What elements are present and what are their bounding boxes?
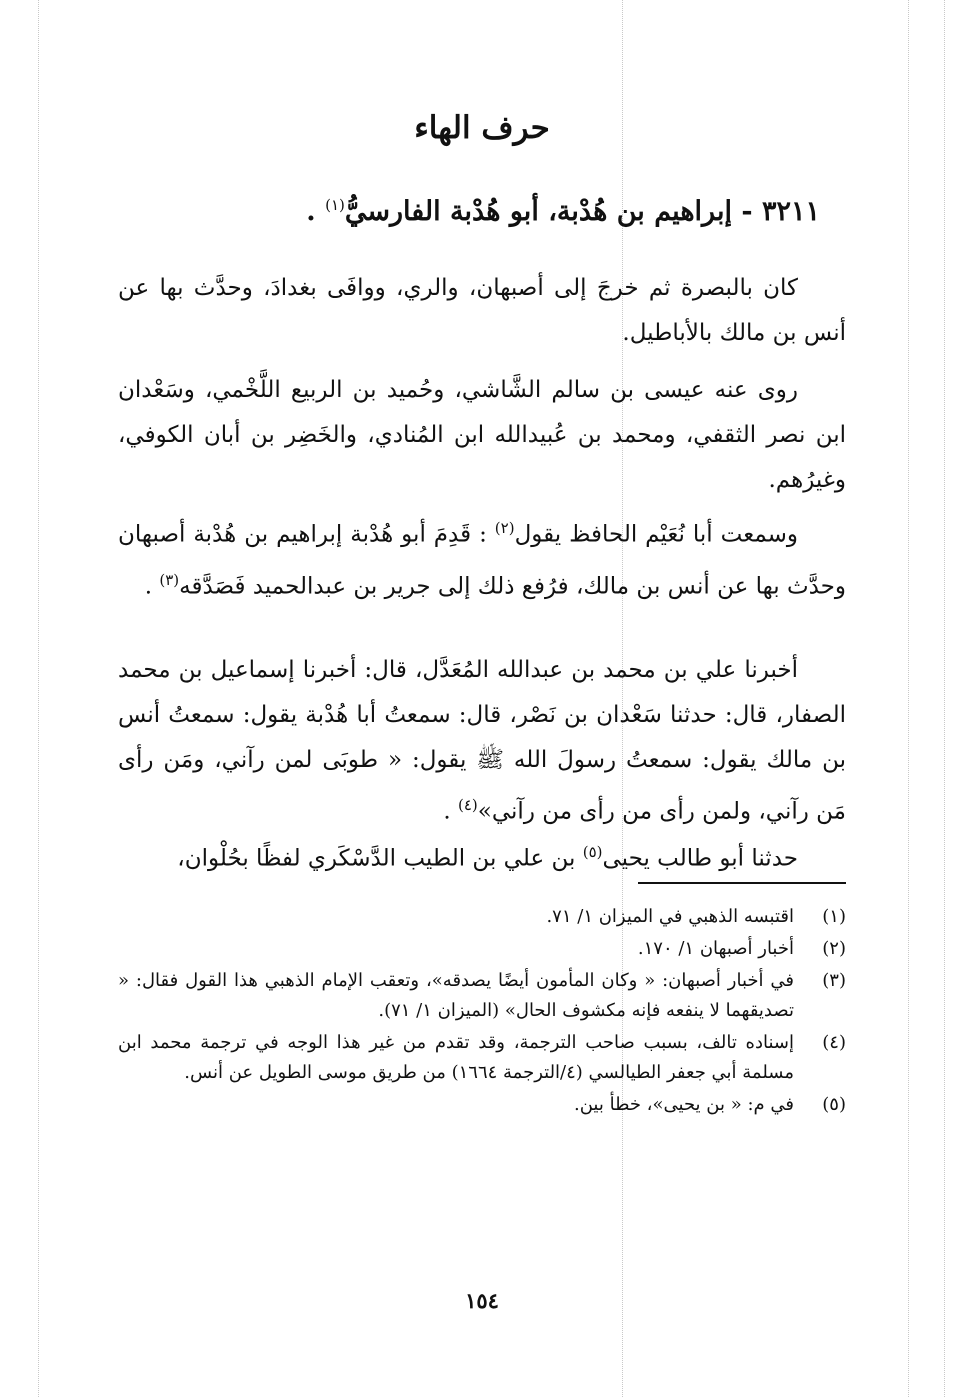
footnote-text: اقتبسه الذهبي في الميزان ١/ ٧١. — [546, 906, 794, 927]
footnote-separator — [638, 882, 846, 884]
footnote-number: (٥) — [822, 1094, 846, 1115]
paragraph-text: بن علي بن الطيب الدَّسْكَري لفظًا بحُلْوان، — [177, 845, 583, 872]
footnote-ref[interactable]: (٤) — [458, 796, 478, 814]
paragraph — [118, 506, 846, 609]
paragraph-text: حدثنا أبو طالب يحيى — [602, 845, 798, 872]
footnote-number: (١) — [822, 906, 846, 927]
paragraph — [118, 368, 846, 503]
footnote-number: (٢) — [822, 938, 846, 959]
paragraph-text: . — [144, 573, 160, 600]
scan-guide-line — [908, 0, 909, 1397]
footnote-ref[interactable]: (٥) — [582, 843, 603, 861]
footnote-text: في م: « بن يحيى»، خطأ بين. — [574, 1094, 794, 1115]
footnote-text: في أخبار أصبهان: « وكان المأمون أيضًا يصدقه»، وتعقب الإمام الذهبي هذا القول فقال: « تصديقهما لا ينفعه فإنه مكشوف الحال» (الميزان ١/ ٧١). — [118, 970, 794, 1021]
paragraph — [118, 830, 846, 882]
paragraph-text: وسمعت أبا نُعَيْم الحافظ يقول — [514, 521, 798, 548]
footnote — [118, 966, 846, 1026]
scan-guide-line — [944, 0, 945, 1397]
entry-heading — [118, 196, 820, 227]
footnote-text: أخبار أصبهان ١/ ١٧٠. — [637, 938, 794, 959]
footnote — [118, 1090, 846, 1120]
paragraph-text: . — [443, 798, 458, 825]
paragraph-text: كان بالبصرة ثم خرجَ إلى أصبهان، والري، ووافَى بغدادَ، وحدَّث بها عن أنس بن مالك بالأباطيل. — [118, 275, 846, 346]
footnote-ref[interactable]: (٢) — [494, 519, 515, 537]
entry-heading-text: ٣٢١١ - إبراهيم بن هُدْبة، أبو هُدْبة الفارسيُّ — [344, 196, 820, 227]
entry-heading-end: . — [306, 196, 326, 227]
page-number: ١٥٤ — [465, 1288, 499, 1313]
footnotes — [118, 902, 846, 1122]
paragraph-text: أخبرنا علي بن محمد بن عبدالله المُعَدَّل، قال: أخبرنا إسماعيل بن محمد الصفار، قال: حدثنا سَعْدان بن نَصْر، قال: سمعتُ أبا هُدْبة يقول: سمعتُ أنس بن مالك يقول: سمعتُ رسولَ الله ﷺ يقول: « طوبَى لمن رآني، ومَن رأى مَن رآني، ولمن رأى من رأى من رآني» — [118, 657, 846, 825]
footnote-ref[interactable]: (١) — [325, 196, 345, 214]
footnote-text: إسناده تالف، بسبب صاحب الترجمة، وقد تقدم من غير هذا الوجه في ترجمة محمد ابن مسلمة أبي جعفر الطيالسي (٤/الترجمة ١٦٦٤) من طريق موسى الطويل عن أنس. — [118, 1032, 794, 1083]
chapter-title: حرف الهاء — [414, 110, 550, 146]
footnote — [118, 1028, 846, 1088]
paragraph — [118, 648, 846, 835]
footnote-ref[interactable]: (٣) — [159, 570, 180, 589]
scan-guide-line — [38, 0, 39, 1397]
paragraph-text: : قَدِمَ أبو هُدْبة إبراهيم بن هُدْبة أصبهان وحدَّث بها عن أنس بن مالك، فرُفع ذلك إلى جرير بن عبدالحميد فَصَدَّقه — [118, 521, 846, 600]
footnote — [118, 902, 846, 932]
footnote-number: (٣) — [822, 970, 846, 991]
paragraph-text: روى عنه عيسى بن سالم الشَّاشي، وحُميد بن الربيع اللَّخْمي، وسَعْدان ابن نصر الثقفي، ومحمد بن عُبيدالله ابن المُنادي، والخَضِر بن أبان الكوفي، وغيرُهم. — [118, 377, 846, 493]
footnote — [118, 934, 846, 964]
paragraph — [118, 266, 846, 356]
footnote-number: (٤) — [822, 1032, 846, 1053]
